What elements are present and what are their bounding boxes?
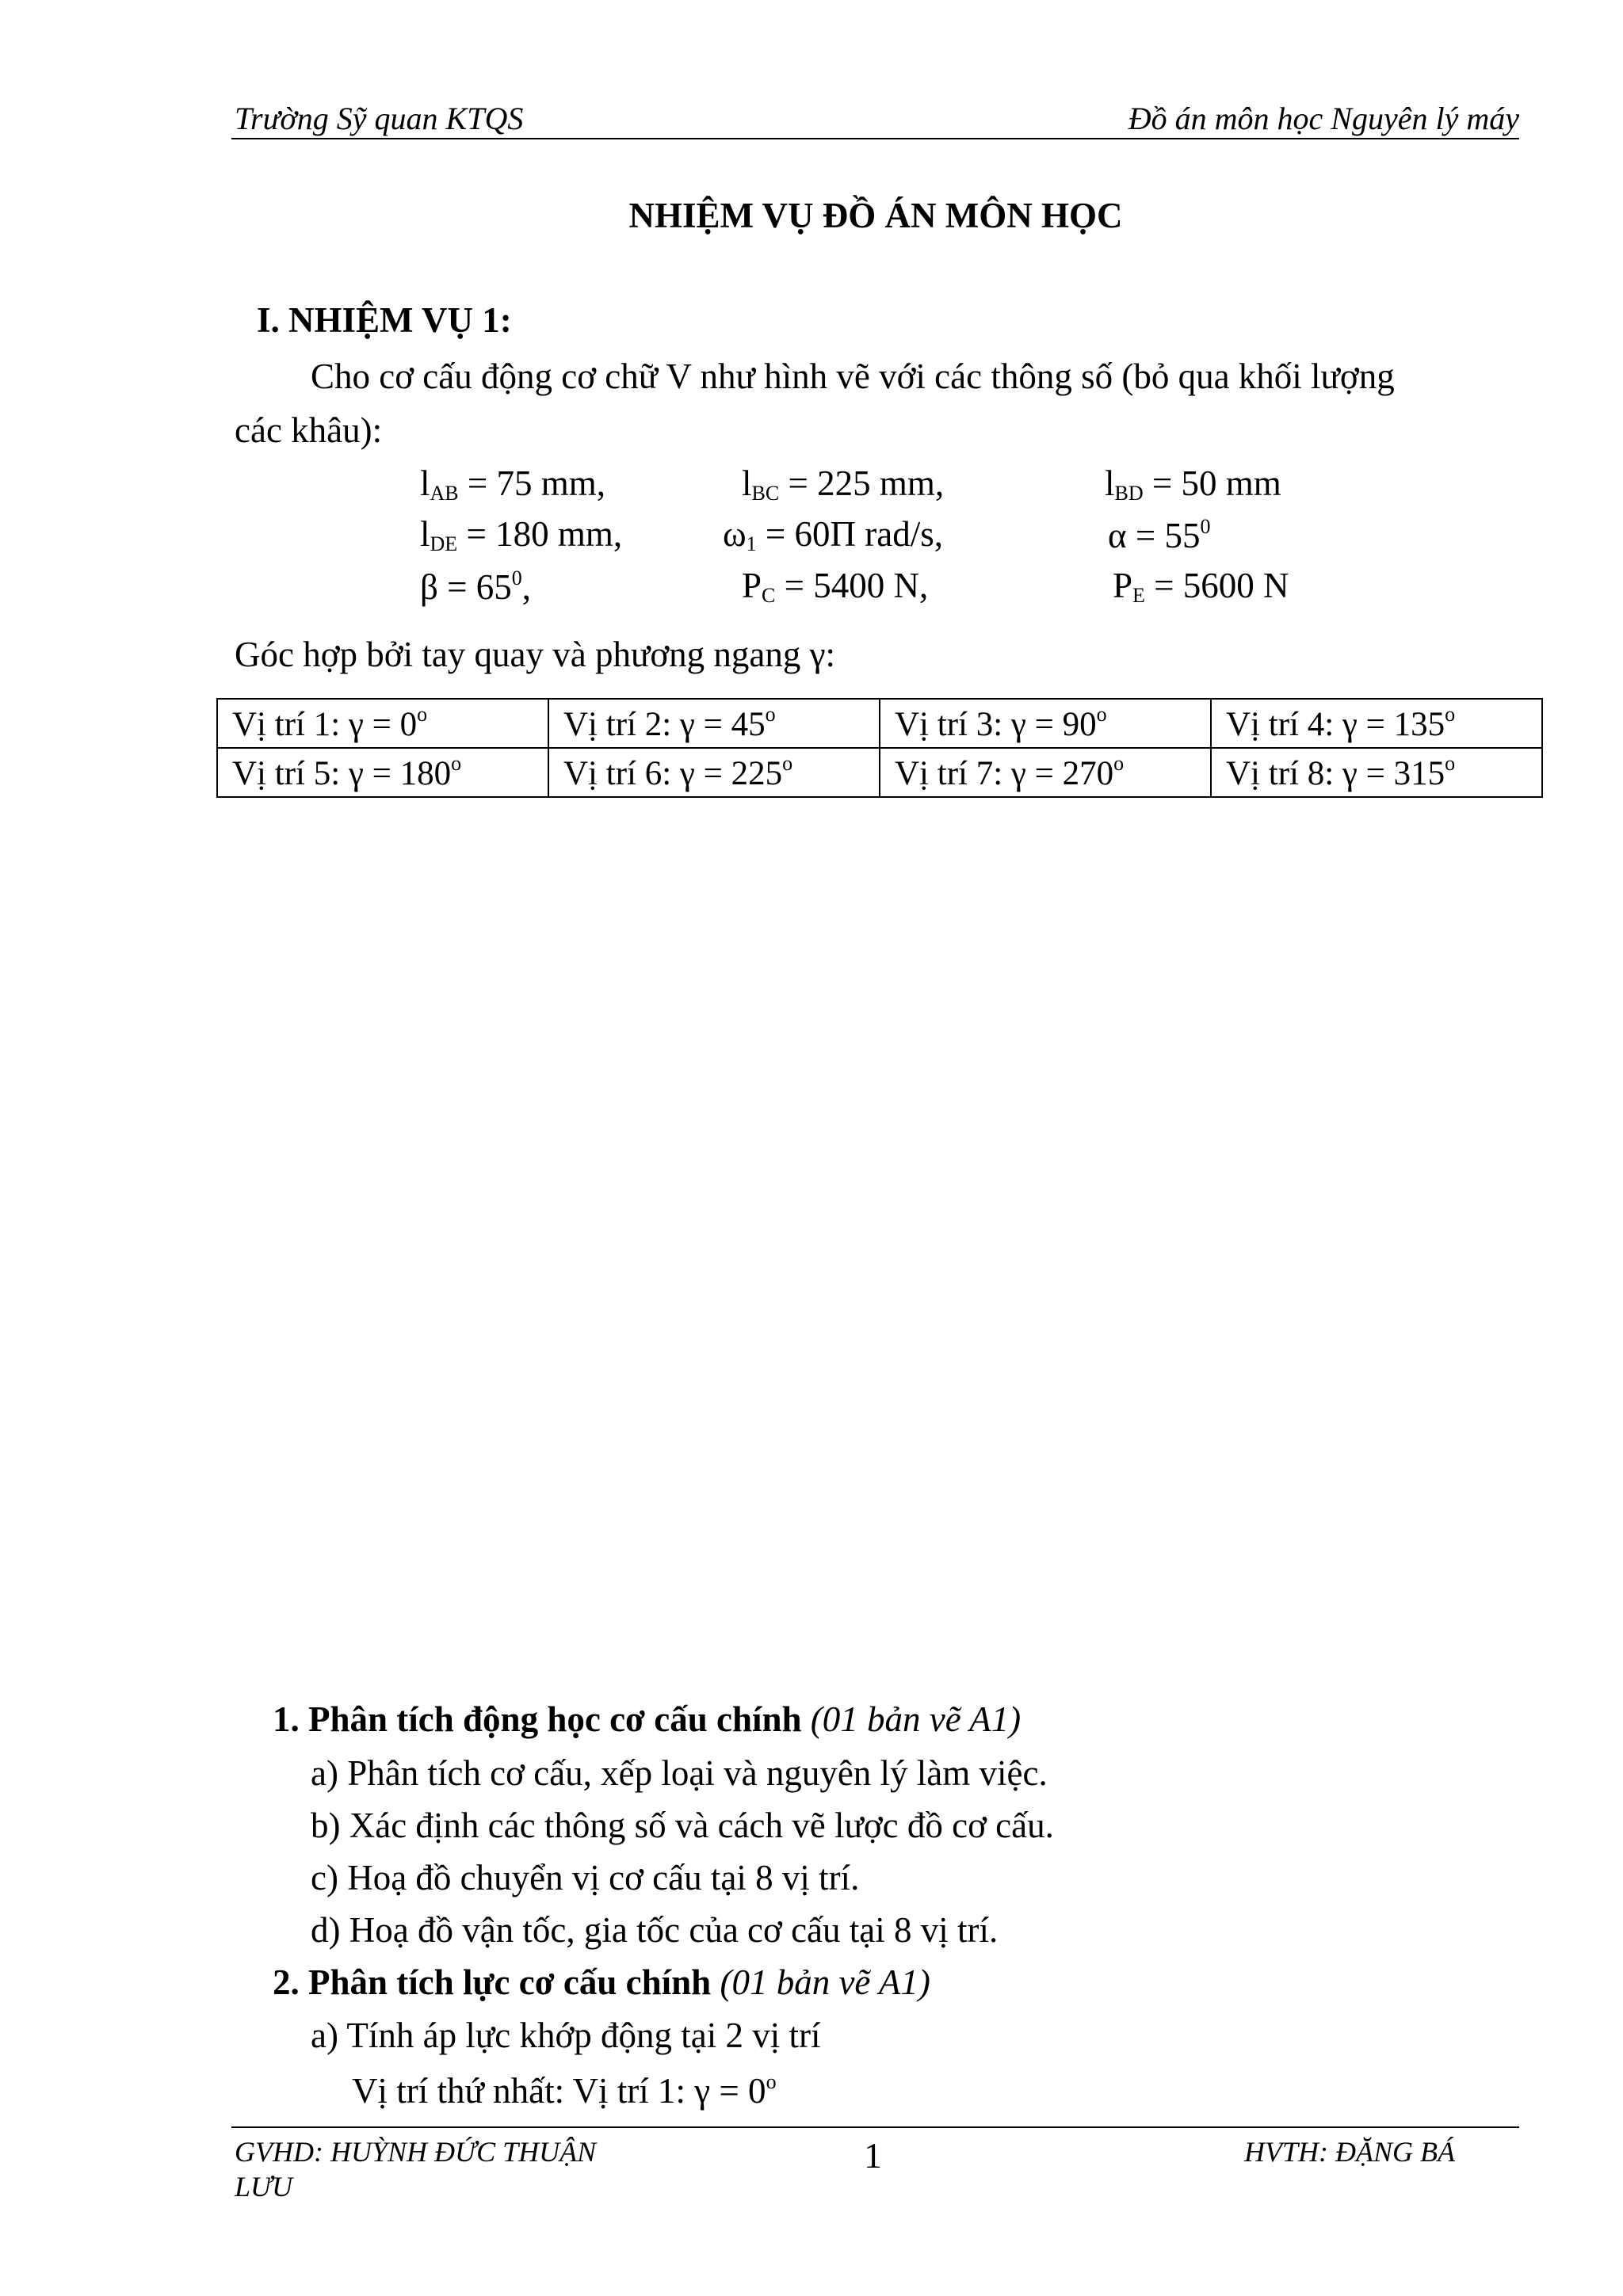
header-right: Đồ án môn học Nguyên lý máy (1128, 101, 1519, 136)
task-1-heading: 1. Phân tích động học cơ cấu chính (01 bản vẽ A1) (273, 1699, 1022, 1739)
param-pe: $P_E = 5600$ N (1113, 566, 1289, 607)
positions-table (216, 698, 1543, 798)
footer-right: HVTH: ĐẶNG BÁ (1244, 2136, 1455, 2168)
param-pc: $P_C = 5400$ N, (742, 566, 929, 607)
param-lde: $l_{DE} = 180$ mm, (420, 514, 623, 555)
footer-rule (231, 2126, 1519, 2128)
param-lbc: $l_{BC} = 225$ mm, (742, 463, 945, 505)
param-lab: $l_{AB} = 75$ mm, (420, 463, 606, 505)
table-cell: Vị trí 7: $\gamma = 270^o$ (880, 748, 1211, 797)
table-cell: Vị trí 4: $\gamma = 135^o$ (1211, 699, 1542, 748)
table-cell: Vị trí 1: $\gamma = 0^o$ (217, 699, 548, 748)
task-2a: a) Tính áp lực khớp động tại 2 vị trí (311, 2016, 821, 2055)
task-2a-position: Vị trí thứ nhất: Vị trí 1: $\gamma = 0^o$ (352, 2070, 777, 2111)
page-title: NHIỆM VỤ ĐỒ ÁN MÔN HỌC (628, 196, 1123, 235)
header-left: Trường Sỹ quan KTQS (235, 101, 524, 136)
task-1b: b) Xác định các thông số và cách vẽ lược đồ cơ cấu. (311, 1806, 1054, 1845)
param-omega: $\omega_1 = 60\Pi$ rad/s, (723, 514, 943, 555)
param-lbd: $l_{BD} = 50$ mm (1105, 463, 1281, 505)
section-heading: I. NHIỆM VỤ 1: (257, 300, 512, 340)
table-cell: Vị trí 6: $\gamma = 225^o$ (548, 748, 880, 797)
header-rule (231, 138, 1519, 139)
table-cell: Vị trí 5: $\gamma = 180^o$ (217, 748, 548, 797)
task-1a: a) Phân tích cơ cấu, xếp loại và nguyên lý làm việc. (311, 1753, 1048, 1793)
task-1c: c) Hoạ đồ chuyển vị cơ cấu tại 8 vị trí. (311, 1858, 860, 1897)
footer-left-line1: GVHD: HUỲNH ĐỨC THUẬN (235, 2136, 597, 2168)
table-cell: Vị trí 8: $\gamma = 315^o$ (1211, 748, 1542, 797)
param-alpha: $\alpha = 55^0$ (1108, 515, 1211, 555)
table-row (217, 748, 1542, 797)
param-beta: $\beta = 65^0$, (420, 566, 532, 607)
page-number: 1 (864, 2135, 882, 2176)
task-2-heading: 2. Phân tích lực cơ cấu chính (01 bản vẽ A1) (273, 1962, 930, 2002)
table-cell: Vị trí 3: $\gamma = 90^o$ (880, 699, 1211, 748)
angle-label: Góc hợp bởi tay quay và phương ngang γ: (235, 635, 836, 674)
table-cell: Vị trí 2: $\gamma = 45^o$ (548, 699, 880, 748)
intro-line-2: các khâu): (235, 410, 383, 450)
intro-line-1: Cho cơ cấu động cơ chữ V như hình vẽ với các thông số (bỏ qua khối lượng (311, 357, 1395, 396)
table-row (217, 699, 1542, 748)
task-1d: d) Hoạ đồ vận tốc, gia tốc của cơ cấu tại 8 vị trí. (311, 1910, 999, 1950)
footer-left-line2: LƯU (235, 2171, 293, 2203)
